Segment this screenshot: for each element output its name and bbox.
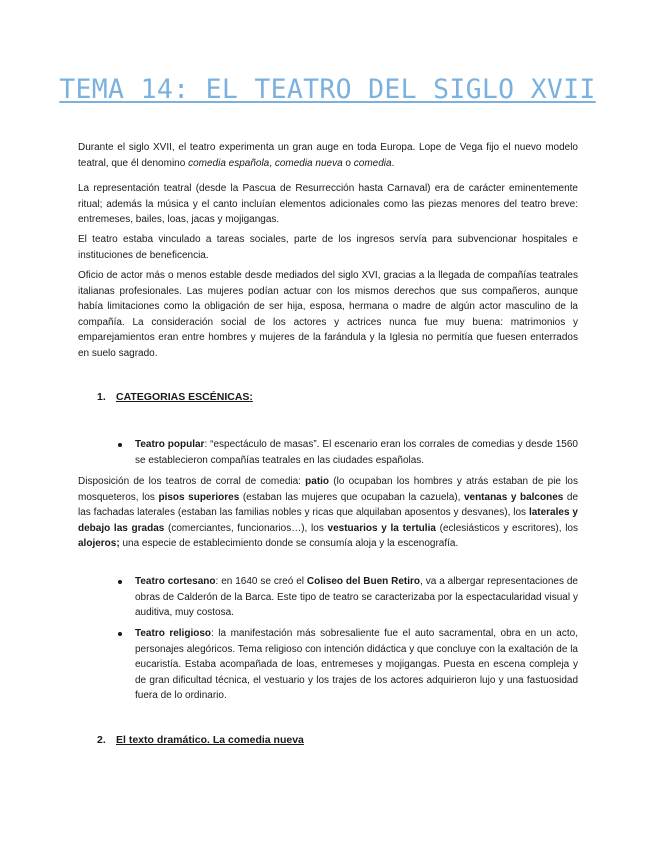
intro-p1-italic-2: comedia nueva [274, 157, 343, 169]
disposicion-bold-4: laterales y debajo las gradas [78, 507, 578, 534]
section-2-number: 2. [97, 734, 106, 746]
disposicion-text-4: de las fachadas laterales (estaban las familias nobles y ricas que alquilaban aposentos y desvanes), los [78, 491, 579, 519]
disposicion-text-5: (comerciantes, funcionarios…), los [164, 522, 328, 534]
disposicion-bold-2: pisos superiores [158, 491, 240, 503]
disposicion-text-3: (estaban las mujeres que ocupaban la cazuela), [239, 491, 464, 503]
intro-p1-italic-1: comedia española [188, 157, 270, 169]
intro-paragraph-1 [78, 140, 578, 171]
section-2-title: El texto dramático. La comedia nueva [116, 734, 304, 746]
intro-p1-text-1: Durante el siglo XVII, el teatro experimenta un gran auge en toda Europa. Lope de Vega fijo el nuevo modelo teatral, que él denomino [78, 142, 578, 169]
disposicion-paragraph [78, 474, 578, 552]
section-1-title: CATEGORIAS ESCÉNICAS: [116, 391, 253, 403]
section-2-heading [97, 734, 304, 746]
disposicion-bold-1: patio [305, 476, 330, 487]
bullet-teatro-cortesano [118, 574, 578, 621]
bullet-teatro-popular [118, 437, 578, 468]
intro-paragraph-4: Oficio de actor más o menos estable desde mediados del siglo XVI, gracias a la llegada de compañías teatrales italianas profesionales. Las mujeres podían actuar con los mismos derechos que sus compañeros, aunque había limitaciones como la obligación de ser hija, esposa, hermana o madre de algún actor masculino de la compañía. La consideración social de los actores y actrices nunca fue muy buena: matrimonios y emparejamientos eran entre hombres y mujeres de la farándula y la Iglesia no permitía que fuesen enterrados en suelo sagrado. [78, 270, 578, 359]
intro-p1-text-4: . [391, 157, 395, 169]
disposicion-text-7: una especie de establecimiento donde se consumía aloja y la escenografía. [119, 538, 459, 550]
teatro-cortesano-bold: Coliseo del Buen Retiro [306, 576, 421, 587]
teatro-cortesano-text-1: : en 1640 se creó el [215, 576, 307, 587]
section-1-heading [97, 391, 253, 403]
intro-paragraph-3: El teatro estaba vinculado a tareas sociales, parte de los ingresos servía para subvencionar hospitales e instituciones de beneficencia. [78, 234, 578, 261]
intro-p1-text-2: , [269, 157, 275, 169]
disposicion-text-6: (eclesiásticos y escritores), los [435, 522, 578, 534]
teatro-religioso-text: : la manifestación más sobresaliente fue el auto sacramental, obra en un acto, personajes alegóricos. Tema religioso con intención didáctica y que concluye con la exaltación de la eucaristía. Estaba acompañada de loas, entremeses y mojigangas. Puesta en escena compleja y de gran dificultad técnica, el vestuario y los trajes de los actores adquirieron lujo y una fastuosidad fuera de lo ordinario. [135, 628, 578, 702]
bullet-dot-icon [118, 580, 122, 584]
bullet-dot-icon [118, 632, 122, 636]
bullet-dot-icon [118, 443, 122, 447]
teatro-popular-text: : “espectáculo de masas”. El escenario eran los corrales de comedias y desde 1560 se establecieron compañías teatrales en las ciudades españolas. [135, 439, 578, 466]
teatro-popular-label: Teatro popular [135, 439, 205, 450]
disposicion-text-1: Disposición de los teatros de corral de comedia: [78, 476, 306, 487]
disposicion-text-2: (lo ocupaban los hombres y atrás estaban de pie los mosqueteros, los [78, 476, 578, 503]
intro-p1-text-3: o [342, 157, 354, 169]
disposicion-bold-5: vestuarios y la tertulia [327, 522, 436, 534]
disposicion-bold-3: ventanas y balcones [463, 491, 564, 503]
intro-p1-italic-3: comedia [353, 157, 392, 169]
disposicion-bold-6: alojeros; [78, 538, 120, 550]
section-1-number: 1. [97, 391, 106, 403]
page-title: TEMA 14: EL TEATRO DEL SIGLO XVII [59, 74, 596, 105]
teatro-cortesano-label: Teatro cortesano [135, 576, 216, 587]
teatro-cortesano-text-2: , va a albergar representaciones de obras de Calderón de la Barca. Este tipo de teatro se caracterizaba por la espectacularidad visual y auditiva, muy costosa. [135, 576, 578, 619]
intro-paragraph-2: La representación teatral (desde la Pascua de Resurrección hasta Carnaval) era de carácter eminentemente ritual; además la música y el canto incluían elementos adicionales como las piezas menores del teatro breve: entremeses, bailes, loas, jacas y mojigangas. [78, 183, 578, 226]
teatro-religioso-label: Teatro religioso [135, 628, 211, 639]
bullet-teatro-religioso [118, 626, 578, 704]
